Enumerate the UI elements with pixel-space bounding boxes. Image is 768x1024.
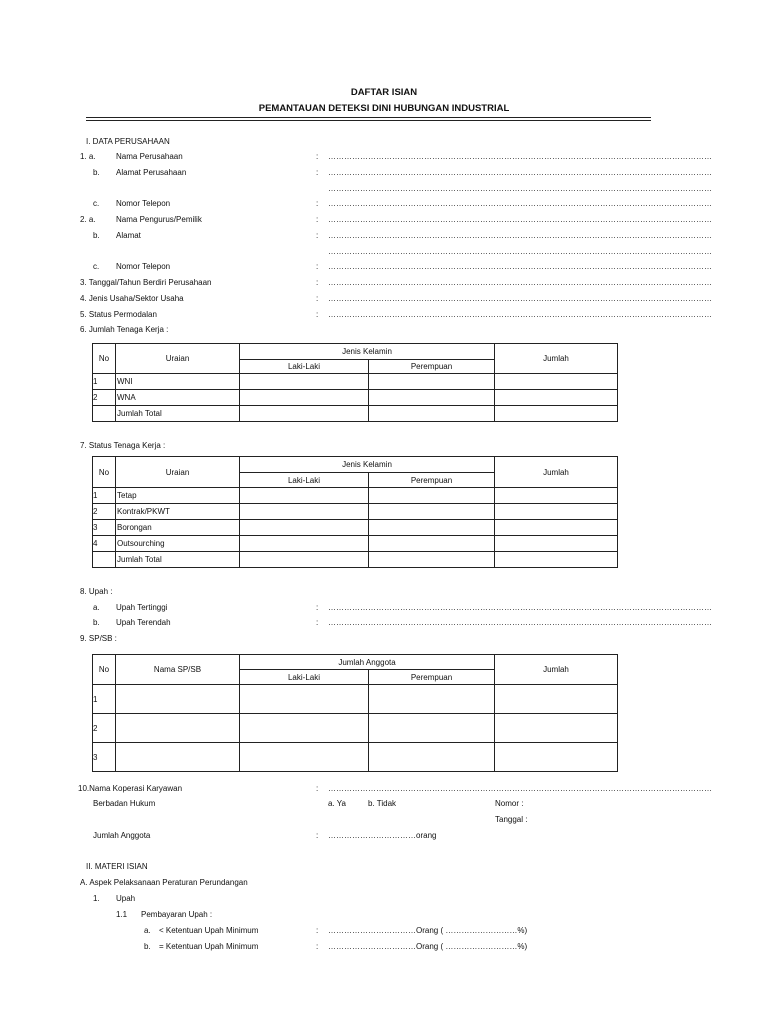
colon: : (316, 926, 319, 935)
fill-line-alamat-perusahaan[interactable]: ……………………………………………………………………………………………………………………………… (328, 168, 712, 177)
cell-perempuan[interactable] (369, 504, 495, 520)
section-heading-materi-isian: II. MATERI ISIAN (86, 862, 148, 871)
cell-laki-laki[interactable] (240, 685, 369, 714)
row-number: 1 (93, 685, 116, 714)
fill-line-nama-pengurus[interactable]: ……………………………………………………………………………………………………………………………… (328, 215, 712, 224)
item-number: 1. a. (80, 152, 96, 161)
item-letter: a. (93, 603, 100, 612)
item-number: 1.1 (116, 910, 128, 919)
header-jumlah: Jumlah (495, 655, 618, 685)
fill-line-koperasi[interactable]: ……………………………………………………………………………………………………………………………… (328, 784, 712, 793)
cell-laki-laki[interactable] (240, 390, 369, 406)
table-row (93, 714, 618, 743)
fill-line-nama-perusahaan[interactable]: ……………………………………………………………………………………………………………………………… (328, 152, 712, 161)
colon: : (316, 294, 319, 303)
colon: : (316, 168, 319, 177)
fill-line-jumlah-anggota[interactable]: ……………………………orang (328, 831, 437, 840)
field-label-jumlah-tenaga-kerja: 6. Jumlah Tenaga Kerja : (80, 325, 169, 334)
field-label-tanggal-berdiri: 3. Tanggal/Tahun Berdiri Perusahaan (80, 278, 212, 287)
row-label: WNI (116, 374, 240, 390)
colon: : (316, 262, 319, 271)
cell-perempuan[interactable] (369, 536, 495, 552)
item-letter: b. (93, 618, 100, 627)
row-number (93, 406, 116, 422)
title-rule-bottom (86, 120, 651, 121)
row-number: 3 (93, 520, 116, 536)
table-row (93, 520, 618, 536)
header-no: No (93, 344, 116, 374)
fill-line-upah-tertinggi[interactable]: ……………………………………………………………………………………………………………………………… (328, 603, 712, 612)
colon: : (316, 152, 319, 161)
header-jumlah: Jumlah (495, 457, 618, 488)
header-perempuan: Perempuan (369, 473, 495, 488)
header-uraian: Uraian (116, 344, 240, 374)
cell-laki-laki[interactable] (240, 536, 369, 552)
cell-laki-laki[interactable] (240, 406, 369, 422)
cell-perempuan[interactable] (369, 520, 495, 536)
field-label-status-permodalan: 5. Status Permodalan (80, 310, 157, 319)
cell-laki-laki[interactable] (240, 743, 369, 772)
field-label-nomor: Nomor : (495, 799, 524, 808)
header-jumlah: Jumlah (495, 344, 618, 374)
field-label-nama-pengurus: Nama Pengurus/Pemilik (116, 215, 202, 224)
header-no: No (93, 457, 116, 488)
item-letter: a. (144, 926, 151, 935)
item-label-upah: Upah (116, 894, 136, 903)
fill-line-sama-ump[interactable]: ……………………………Orang ( ………………………%) (328, 942, 528, 951)
colon: : (316, 199, 319, 208)
header-perempuan: Perempuan (369, 670, 495, 685)
cell-jumlah[interactable] (495, 714, 618, 743)
item-letter: c. (93, 262, 100, 271)
item-label-pembayaran-upah: Pembayaran Upah : (141, 910, 213, 919)
cell-perempuan[interactable] (369, 406, 495, 422)
row-number (93, 552, 116, 568)
field-label-nomor-telepon: Nomor Telepon (116, 199, 171, 208)
cell-perempuan[interactable] (369, 743, 495, 772)
row-label: Tetap (116, 488, 240, 504)
row-number: 2 (93, 390, 116, 406)
table-row (93, 685, 618, 714)
cell-jumlah[interactable] (495, 552, 618, 568)
colon: : (316, 831, 319, 840)
header-jenis-kelamin: Jenis Kelamin (240, 344, 495, 360)
cell-jumlah[interactable] (495, 504, 618, 520)
field-label-upah: 8. Upah : (80, 587, 113, 596)
cell-jumlah[interactable] (495, 374, 618, 390)
document-subtitle: PEMANTAUAN DETEKSI DINI HUBUNGAN INDUSTRIAL (258, 103, 510, 114)
header-laki-laki: Laki-Laki (240, 360, 369, 374)
row-label: Jumlah Total (116, 406, 240, 422)
cell-nama-sp-sb[interactable] (116, 685, 240, 714)
field-label-sp-sb: 9. SP/SB : (80, 634, 117, 643)
item-letter: b. (93, 231, 100, 240)
table-sp-sb (92, 654, 618, 772)
colon: : (316, 603, 319, 612)
fill-line-upah-terendah[interactable]: ……………………………………………………………………………………………………………………………… (328, 618, 712, 627)
table-status-tenaga-kerja (92, 456, 618, 568)
row-number: 1 (93, 488, 116, 504)
field-label-jumlah-anggota: Jumlah Anggota (93, 831, 151, 840)
colon: : (316, 215, 319, 224)
item-letter: b. (144, 942, 151, 951)
fill-line-tanggal-berdiri[interactable]: ……………………………………………………………………………………………………………………………… (328, 278, 712, 287)
colon: : (316, 942, 319, 951)
row-number: 3 (93, 743, 116, 772)
cell-laki-laki[interactable] (240, 520, 369, 536)
cell-jumlah[interactable] (495, 488, 618, 504)
row-label: Outsourching (116, 536, 240, 552)
item-number: 2. a. (80, 215, 96, 224)
cell-laki-laki[interactable] (240, 714, 369, 743)
field-label-upah-tertinggi: Upah Tertinggi (116, 603, 168, 612)
cell-perempuan[interactable] (369, 552, 495, 568)
field-label-alamat-perusahaan: Alamat Perusahaan (116, 168, 187, 177)
table-row (93, 536, 618, 552)
cell-nama-sp-sb[interactable] (116, 743, 240, 772)
fill-line-kurang-ump[interactable]: ……………………………Orang ( ………………………%) (328, 926, 528, 935)
header-no: No (93, 655, 116, 685)
row-label: Borongan (116, 520, 240, 536)
header-jumlah-anggota: Jumlah Anggota (240, 655, 495, 670)
item-letter: c. (93, 199, 100, 208)
colon: : (316, 278, 319, 287)
table-row (93, 743, 618, 772)
cell-perempuan[interactable] (369, 374, 495, 390)
fill-line-alamat-perusahaan-2[interactable]: ……………………………………………………………………………………………………………………………… (328, 184, 712, 193)
cell-nama-sp-sb[interactable] (116, 714, 240, 743)
cell-perempuan[interactable] (369, 390, 495, 406)
field-label-tanggal: Tanggal : (495, 815, 528, 824)
row-number: 2 (93, 714, 116, 743)
row-number: 2 (93, 504, 116, 520)
header-perempuan: Perempuan (369, 360, 495, 374)
row-number: 1 (93, 374, 116, 390)
header-jenis-kelamin: Jenis Kelamin (240, 457, 495, 473)
table-row-total (93, 406, 618, 422)
cell-laki-laki[interactable] (240, 504, 369, 520)
table-row-total (93, 552, 618, 568)
subsection-aspek-pelaksanaan: A. Aspek Pelaksanaan Peraturan Perundangan (80, 878, 248, 887)
field-label-status-tenaga-kerja: 7. Status Tenaga Kerja : (80, 441, 166, 450)
cell-laki-laki[interactable] (240, 488, 369, 504)
cell-jumlah[interactable] (495, 520, 618, 536)
field-label-sama-ump: = Ketentuan Upah Minimum (159, 942, 259, 951)
cell-jumlah[interactable] (495, 406, 618, 422)
cell-laki-laki[interactable] (240, 374, 369, 390)
option-ya[interactable]: a. Ya (328, 799, 346, 808)
fill-line-alamat[interactable]: ……………………………………………………………………………………………………………………………… (328, 231, 712, 240)
table-jumlah-tenaga-kerja (92, 343, 618, 422)
field-label-jenis-usaha: 4. Jenis Usaha/Sektor Usaha (80, 294, 184, 303)
colon: : (316, 231, 319, 240)
item-number: 1. (93, 894, 100, 903)
cell-laki-laki[interactable] (240, 552, 369, 568)
fill-line-jenis-usaha[interactable]: ……………………………………………………………………………………………………………………………… (328, 294, 712, 303)
fill-line-nomor-telepon[interactable]: ……………………………………………………………………………………………………………………………… (328, 199, 712, 208)
header-uraian: Uraian (116, 457, 240, 488)
table-row (93, 504, 618, 520)
header-nama-sp-sb: Nama SP/SB (116, 655, 240, 685)
section-heading-data-perusahaan: I. DATA PERUSAHAAN (86, 137, 170, 146)
field-label-koperasi: 10.Nama Koperasi Karyawan (78, 784, 183, 793)
field-label-nomor-telepon-pemilik: Nomor Telepon (116, 262, 171, 271)
row-label: WNA (116, 390, 240, 406)
title-rule-top (86, 117, 651, 118)
document-title: DAFTAR ISIAN (350, 87, 418, 98)
table-row (93, 488, 618, 504)
field-label-badan-hukum: Berbadan Hukum (93, 799, 156, 808)
fill-line-alamat-2[interactable]: ……………………………………………………………………………………………………………………………… (328, 247, 712, 256)
row-number: 4 (93, 536, 116, 552)
header-laki-laki: Laki-Laki (240, 670, 369, 685)
field-label-upah-terendah: Upah Terendah (116, 618, 171, 627)
colon: : (316, 310, 319, 319)
cell-jumlah[interactable] (495, 536, 618, 552)
item-letter: b. (93, 168, 100, 177)
option-tidak[interactable]: b. Tidak (368, 799, 397, 808)
colon: : (316, 784, 319, 793)
cell-perempuan[interactable] (369, 714, 495, 743)
cell-jumlah[interactable] (495, 743, 618, 772)
cell-jumlah[interactable] (495, 685, 618, 714)
field-label-nama-perusahaan: Nama Perusahaan (116, 152, 183, 161)
row-label: Jumlah Total (116, 552, 240, 568)
cell-jumlah[interactable] (495, 390, 618, 406)
row-label: Kontrak/PKWT (116, 504, 240, 520)
colon: : (316, 618, 319, 627)
fill-line-status-permodalan[interactable]: ……………………………………………………………………………………………………………………………… (328, 310, 712, 319)
table-row (93, 390, 618, 406)
header-laki-laki: Laki-Laki (240, 473, 369, 488)
table-row (93, 374, 618, 390)
cell-perempuan[interactable] (369, 488, 495, 504)
cell-perempuan[interactable] (369, 685, 495, 714)
field-label-kurang-ump: < Ketentuan Upah Minimum (159, 926, 259, 935)
field-label-alamat: Alamat (116, 231, 141, 240)
fill-line-nomor-telepon-pemilik[interactable]: ……………………………………………………………………………………………………………………………… (328, 262, 712, 271)
